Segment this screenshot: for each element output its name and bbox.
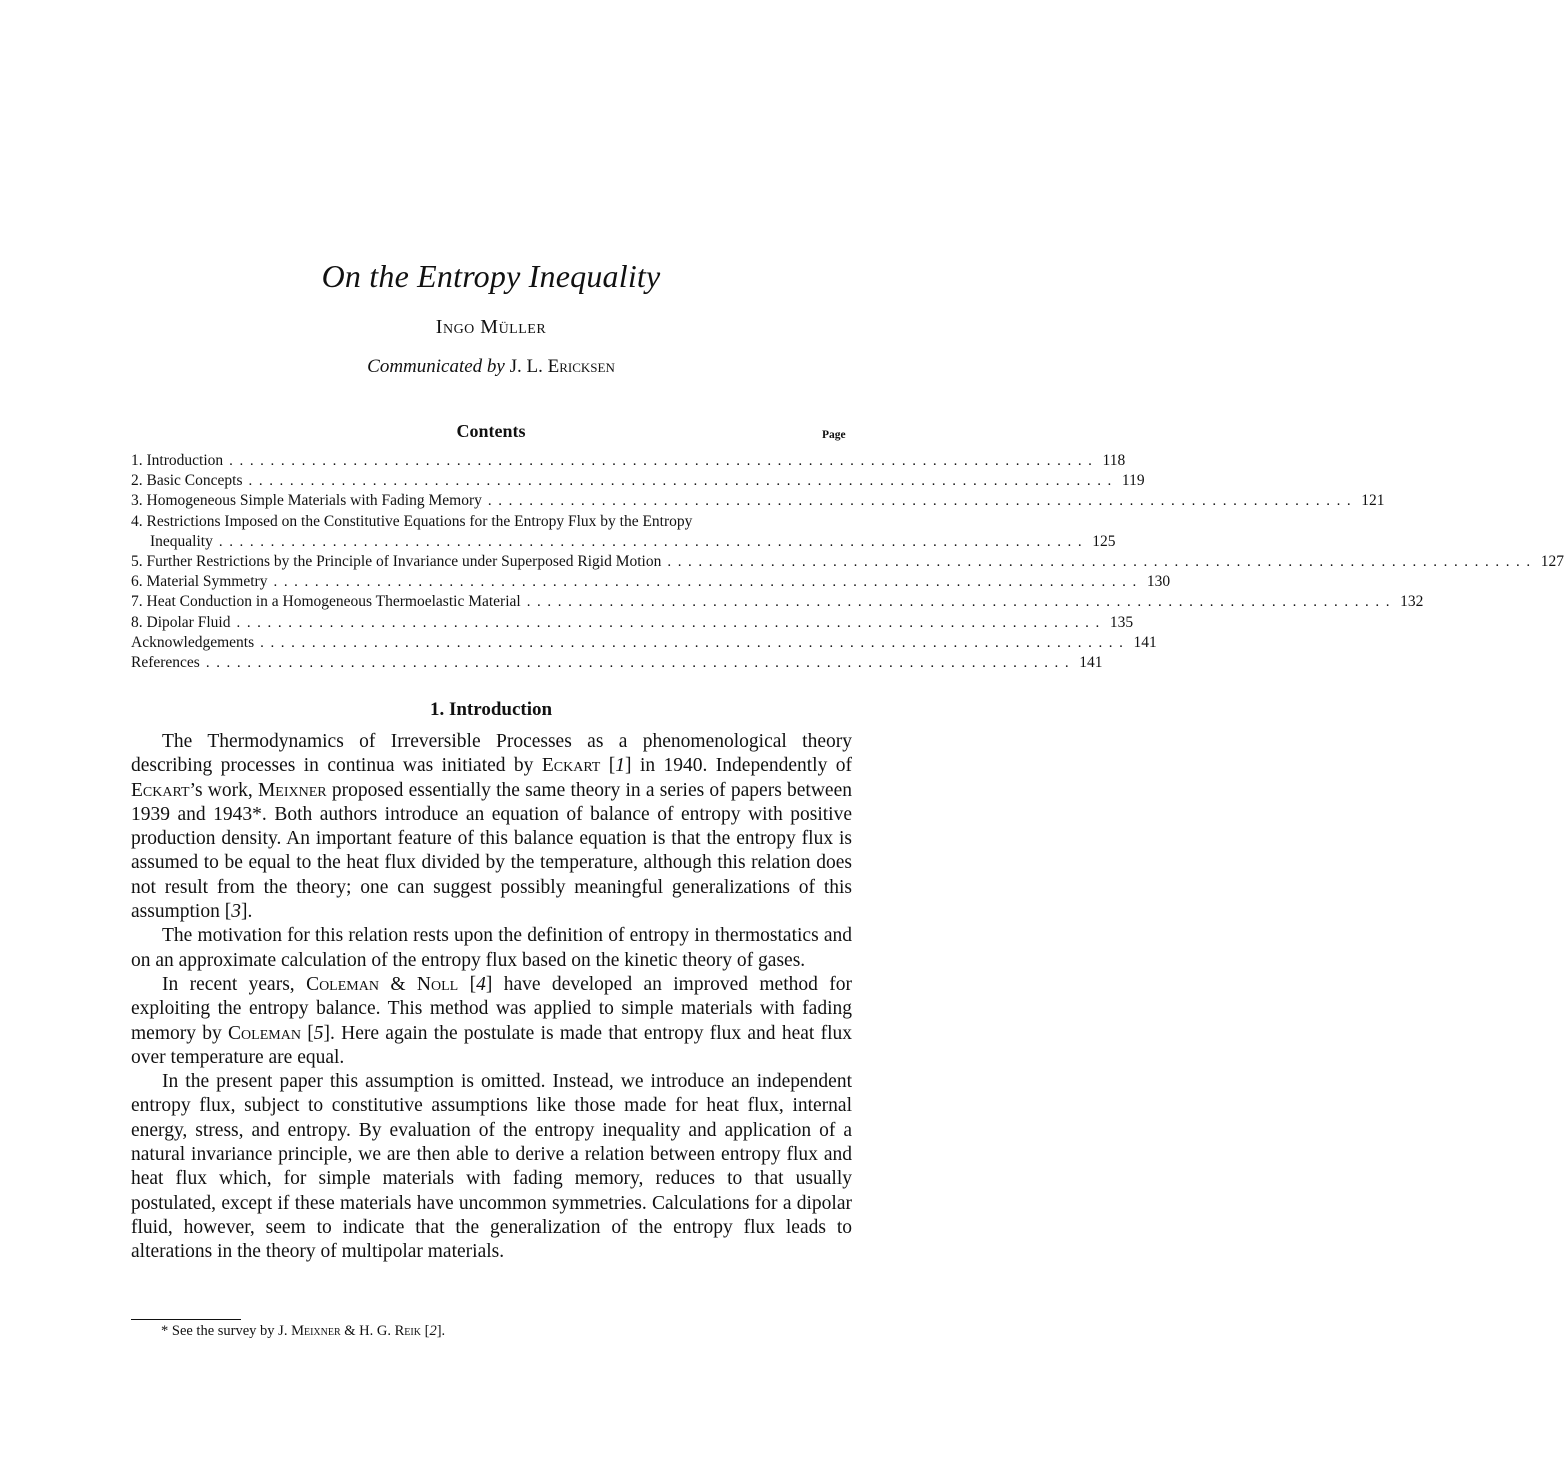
communicated-prefix: Communicated by <box>367 356 505 377</box>
author-ref: Eckart <box>131 779 190 801</box>
toc-entry-page: 118 <box>1102 452 1126 469</box>
toc-entry-page: 141 <box>1133 633 1157 651</box>
citation-number: 3 <box>231 901 241 923</box>
toc-entry-label: 5. Further Restrictions by the Principle of Invariance under Superposed Rigid Motion <box>131 553 662 571</box>
footnote-rule <box>131 1319 241 1320</box>
toc-entry-page: 132 <box>1400 593 1424 611</box>
text-run: ’s work, <box>189 779 258 801</box>
toc-entry-label: 6. Material Symmetry <box>131 573 268 591</box>
citation-number: 1 <box>615 755 626 777</box>
text-run: The Thermodynamics of Irreversible Processes as a phenomenological theory describing processes in continua was initiated by <box>131 731 852 777</box>
footnote: * See the survey by J. Meixner & H. G. Reik [2]. <box>161 1323 446 1339</box>
citation-number: 5 <box>313 1022 324 1044</box>
toc-entry-page: 127 <box>1540 553 1564 571</box>
paragraph: In the present paper this assumption is omitted. Instead, we introduce an independent entropy flux, subject to constitutive assumptions like those made for heat flux, internal energy, stress, and entropy. By evaluation of the entropy inequality and application of a natural invariance principle, we are then able to derive a relation between entropy flux and heat flux which, for simple materials with fading memory, reduces to that usually postulated, except if these materials have uncommon symmetries. Calculations for a dipolar fluid, however, seem to indicate that the generalization of the entropy flux leads to alterations in the theory of multipolar materials. <box>131 1071 852 1263</box>
author-ref: Meixner <box>257 779 327 801</box>
paragraph: In recent years, Coleman & Noll [4] have developed an improved method for exploiting the entropy balance. This method was applied to simple materials with fading memory by Coleman [5]. Here again the postulate is made that entropy flux and heat flux over temperature are equal. <box>131 973 853 1068</box>
toc-entry-page: 130 <box>1146 573 1171 591</box>
paragraph: The motivation for this relation rests upon the definition of entropy in thermostatics and on an approximate calculation of the entropy flux based on the kinetic theory of gases. <box>131 925 852 971</box>
text-run: . <box>247 901 253 923</box>
toc-entry <box>131 633 1157 653</box>
citation-number: 2 <box>429 1323 437 1339</box>
text-run: . <box>441 1323 446 1339</box>
toc-leader: .................................................................................... <box>218 533 1089 550</box>
citation-number: 4 <box>476 973 486 995</box>
author-ref: Eckart <box>541 755 601 777</box>
toc-entry <box>131 592 1424 612</box>
toc-leader: .................................................................................... <box>526 594 1397 611</box>
toc-entry-label: Acknowledgements <box>131 633 255 651</box>
paper-title: On the Entropy Inequality <box>321 258 661 294</box>
author-ref: Coleman <box>228 1022 301 1044</box>
author-ref: Noll <box>416 973 459 995</box>
toc-entry <box>131 572 1171 592</box>
toc-leader: .................................................................................... <box>273 574 1143 591</box>
toc-entry-label: 1. Introduction <box>131 452 224 469</box>
text-run: have developed an improved method for exploiting the entropy balance. This method was applied to simple materials with fading memory by <box>131 973 852 1044</box>
toc-entry <box>131 491 1385 511</box>
toc-entry <box>131 552 1564 572</box>
communicated-name: Ericksen <box>547 356 615 377</box>
toc-entry <box>131 471 1145 491</box>
toc-leader: .................................................................................... <box>667 554 1537 571</box>
text-run: & H. G. <box>340 1323 395 1339</box>
toc-entry-label: 8. Dipolar Fluid <box>131 613 231 631</box>
toc-entry-label: 4. Restrictions Imposed on the Constitutive Equations for the Entropy Flux by the Entropy <box>131 512 693 530</box>
toc-entry-page: 135 <box>1109 613 1134 631</box>
toc-entry-label: 2. Basic Concepts <box>131 472 243 490</box>
toc-entry <box>131 532 1116 552</box>
toc-entry-page: 121 <box>1361 492 1385 510</box>
toc-leader: .................................................................................... <box>205 655 1076 672</box>
toc-entry-label-cont: Inequality <box>150 532 213 550</box>
communicated-by <box>0 356 982 378</box>
contents-page-label: Page <box>822 429 846 441</box>
section-heading: 1. Introduction <box>429 699 553 720</box>
toc-entry-label: 7. Heat Conduction in a Homogeneous Thermoelastic Material <box>131 593 521 611</box>
text-run: & <box>378 973 417 995</box>
toc-entry-page: 141 <box>1079 654 1103 672</box>
toc-entry-page: 125 <box>1092 532 1116 550</box>
author-ref: Reik <box>394 1323 421 1339</box>
text-run: proposed essentially the same theory in a series of papers between 1939 and 1943*. Both authors introduce an equation of balance of entropy with positive production density. An important feature of this balance equation is that the entropy flux is assumed to be equal to the heat flux divided by the temperature, although this relation does not result from the theory; one can suggest possibly meaningful generalizations of this assumption <box>131 779 852 923</box>
toc-leader: .................................................................................... <box>248 473 1118 490</box>
section-body <box>131 730 852 1265</box>
toc-entry <box>131 613 1134 633</box>
toc-entry-label: References <box>131 654 200 672</box>
text-run: In recent years, <box>162 973 307 995</box>
text-run: in 1940. Independently of <box>631 755 852 777</box>
paragraph: The Thermodynamics of Irreversible Processes as a phenomenological theory describing processes in continua was initiated by Eckart [1] in 1940. Independently of Eckart’s work, Meixner proposed essentially the same theory in a series of papers between 1939 and 1943*. Both authors introduce an equation of balance of entropy with positive production density. An important feature of this balance equation is that the entropy flux is assumed to be equal to the heat flux divided by the temperature, although this relation does not result from the theory; one can suggest possibly meaningful generalizations of this assumption [3]. <box>131 731 852 923</box>
toc-entry <box>131 451 1126 471</box>
author-ref: Coleman <box>306 973 379 995</box>
toc-leader: .................................................................................... <box>487 493 1358 510</box>
toc-entry-page: 119 <box>1121 472 1145 490</box>
text-run: . Here again the postulate is made that entropy flux and heat flux over temperature are equal. <box>131 1022 853 1068</box>
toc-leader: .................................................................................... <box>236 614 1106 631</box>
toc-leader: .................................................................................... <box>229 453 1099 469</box>
author-ref: Meixner <box>291 1323 341 1339</box>
toc-entry <box>131 653 1103 673</box>
contents-heading: Contents <box>456 421 526 441</box>
table-of-contents <box>131 451 1564 673</box>
text-run: * See the survey by J. <box>161 1323 292 1339</box>
communicated-initials: J. L. <box>509 356 543 377</box>
toc-leader: .................................................................................... <box>260 634 1130 651</box>
toc-entry-label: 3. Homogeneous Simple Materials with Fading Memory <box>131 492 482 510</box>
author-name: Ingo Müller <box>435 316 547 338</box>
